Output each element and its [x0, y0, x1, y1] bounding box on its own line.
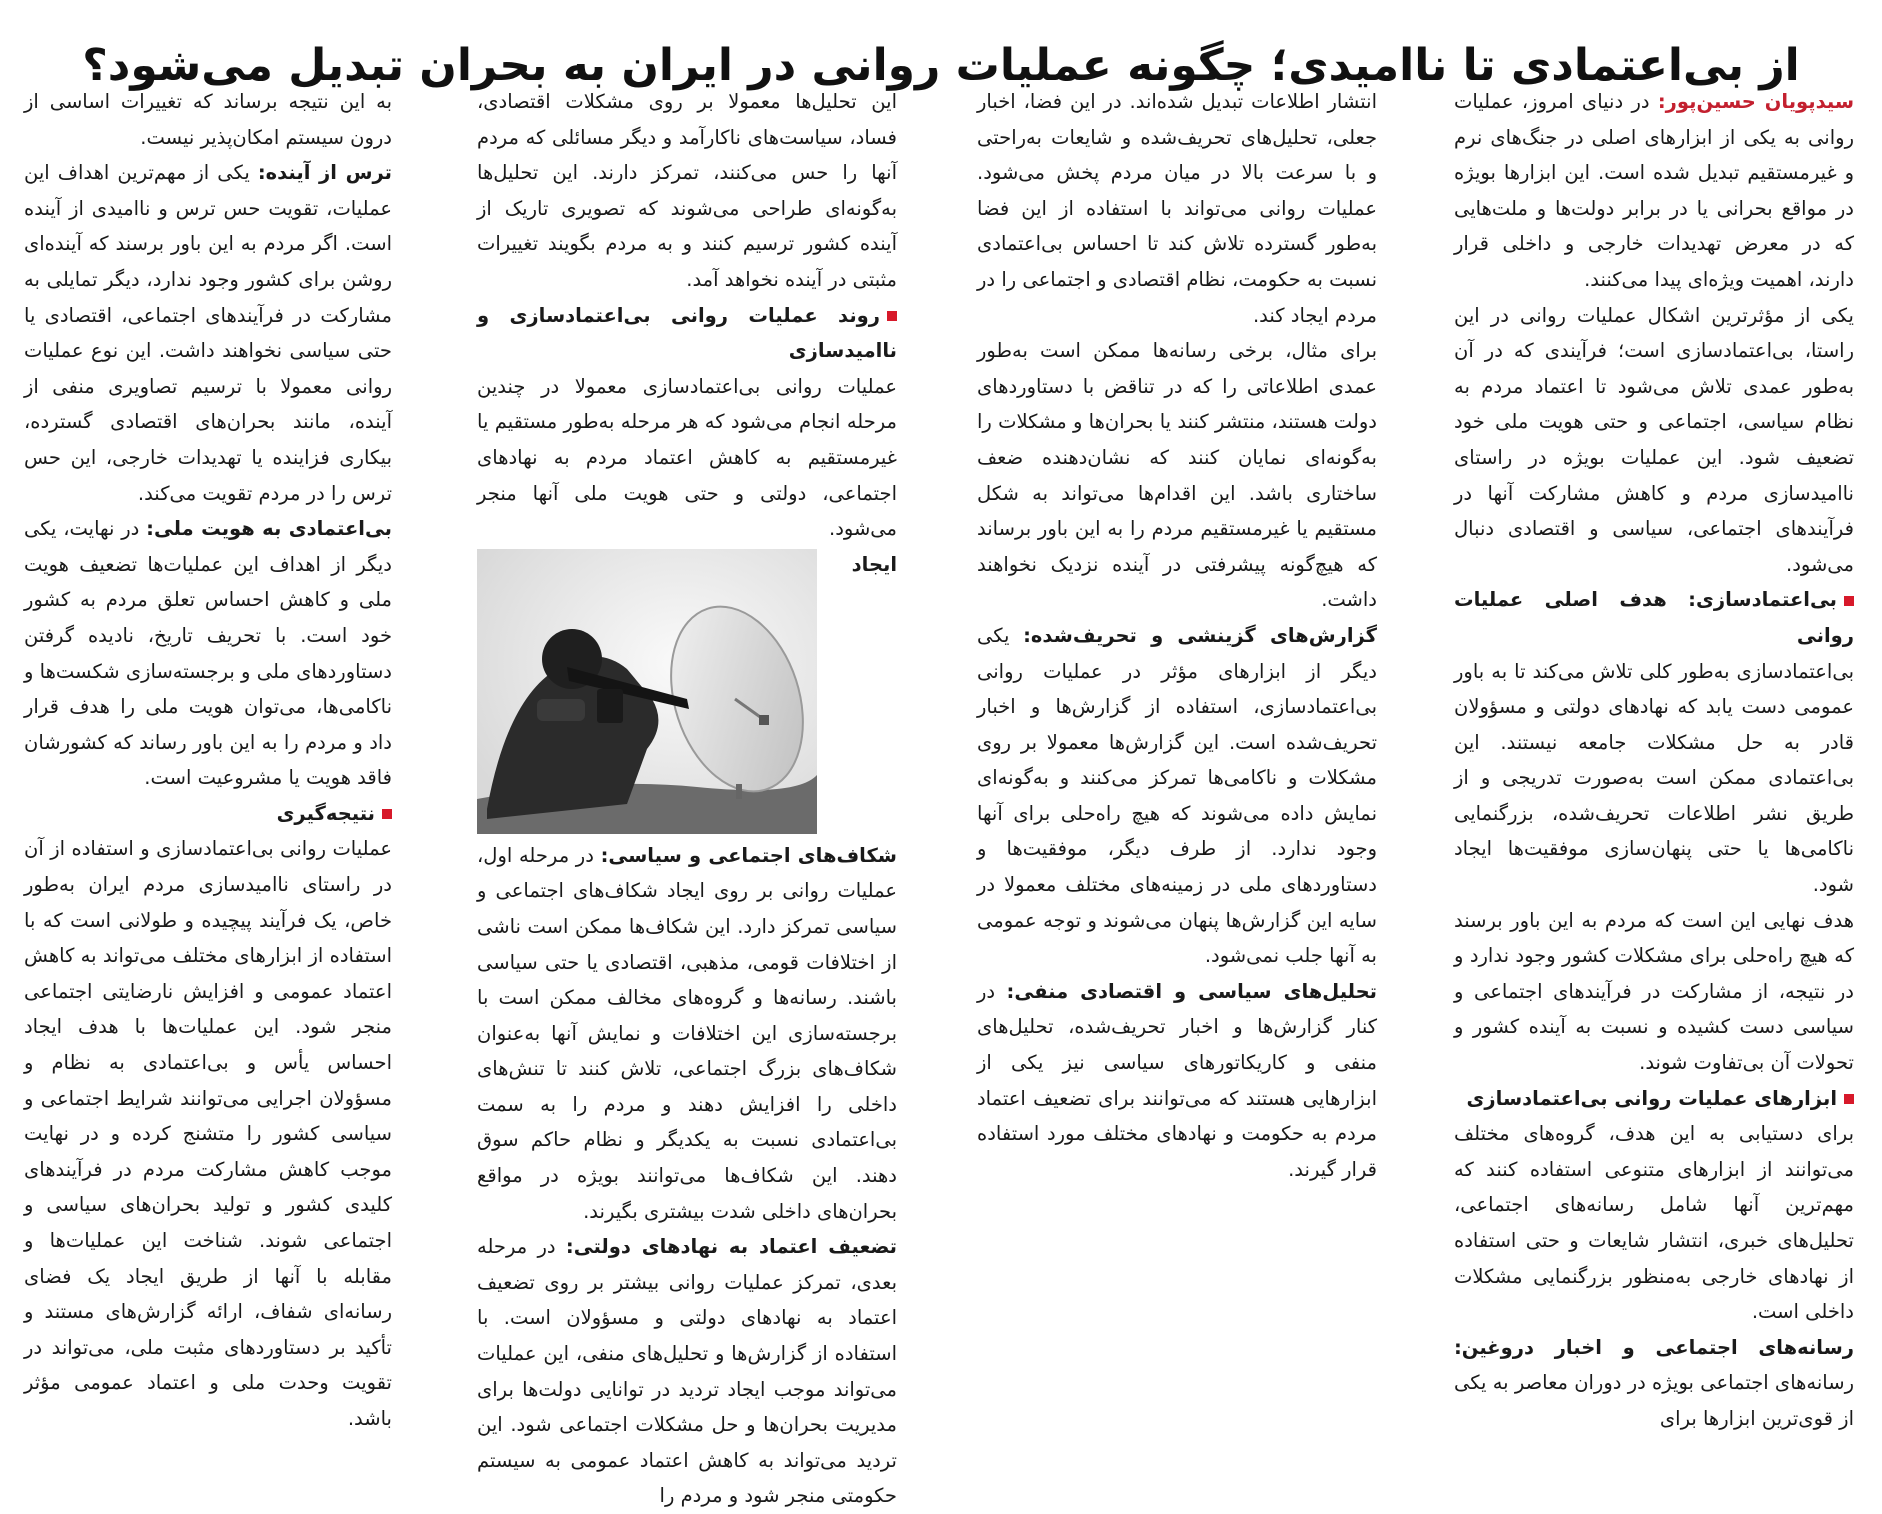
paragraph: برای مثال، برخی رسانه‌ها ممکن است به‌طور عمدی اطلاعاتی را که در تناقض با دستاوردهای دولت هستند، منتشر کنند یا بحران‌ها و مشکلات را به‌گونه‌ای نمایان کنند که نشان‌دهنده ضعف ساختاری باشد. این اقدام‌ها می‌تواند به شکل مستقیم یا غیرمستقیم مردم را به این باور برساند که هیچ‌گونه پیشرفتی در آینده نزدیک نخواهند داشت.	[977, 339, 1377, 612]
article-column-2	[977, 84, 1377, 1181]
paragraph: گزارش‌های گزینشی و تحریف‌شده: یکی دیگر از ابزارهای مؤثر در عملیات روانی بی‌اعتمادسازی، استفاده از گزارش‌ها و اخبار تحریف‌شده است. این گزارش‌ها معمولا بر روی مشکلات و ناکامی‌ها تمرکز می‌کنند و به‌گونه‌ای نمایش داده می‌شوند که هیچ راه‌حلی برای آنها وجود ندارد. از طرف دیگر، موفقیت‌ها و دستاوردهای ملی در زمینه‌های مختلف معمولا در سایه این گزارش‌ها پنهان می‌شوند و توجه عمومی به آنها جلب نمی‌شود.	[977, 623, 1377, 968]
article-headline: از بی‌اعتمادی تا ناامیدی؛ چگونه عملیات روانی در ایران به بحران تبدیل می‌شود؟	[82, 40, 1800, 92]
paragraph: بی‌اعتمادسازی به‌طور کلی تلاش می‌کند تا به باور عمومی دست یابد که نهادهای دولتی و مسؤولان قادر به حل مشکلات جامعه نیستند. این بی‌اعتمادی ممکن است به‌صورت تدریجی و از طریق نشر اطلاعات تحریف‌شده، بزرگنمایی ناکامی‌ها یا حتی پنهان‌سازی موفقیت‌ها ایجاد شود.	[1454, 659, 1854, 897]
soldier-satellite-dish-photo	[477, 549, 817, 834]
paragraph: ترس از آینده: یکی از مهم‌ترین اهداف این عملیات، تقویت حس ترس و ناامیدی از آینده است. اگر مردم به این باور برسند که آینده‌ای روشن برای کشور وجود ندارد، دیگر تمایلی به مشارکت در فرآیندهای اجتماعی، اقتصادی یا حتی سیاسی نخواهند داشت. این نوع عملیات روانی معمولا با ترسیم تصاویری منفی از آینده، مانند بحران‌های اقتصادی گسترده، بیکاری فزاینده یا تهدیدات خارجی، این حس ترس را در مردم تقویت می‌کند.	[24, 161, 393, 505]
paragraph: به این نتیجه برساند که تغییرات اساسی از درون سیستم امکان‌پذیر نیست.	[24, 90, 392, 149]
article-column-1	[1454, 84, 1854, 1430]
red-square-bullet-icon	[1844, 1094, 1854, 1104]
article-column-4	[24, 84, 393, 1430]
section-heading: نتیجه‌گیری	[24, 796, 392, 832]
paragraph: ایجاد شکاف‌های اجتماعی و سیاسی: در مرحله اول، عملیات روانی بر روی ایجاد شکاف‌های اجتماعی و سیاسی تمرکز دارد. این شکاف‌ها ممکن است ناشی از اختلافات قومی، مذهبی، اقتصادی یا حتی سیاسی باشند. رسانه‌ها و گروه‌های مخالف ممکن است با برجسته‌سازی این اختلافات و نمایش آنها به‌عنوان شکاف‌های بزرگ اجتماعی، تلاش کنند تا تنش‌های داخلی را افزایش دهند و مردم را به سمت بی‌اعتمادی نسبت به یکدیگر و نظام حاکم سوق دهند. این شکاف‌ها می‌توانند بویژه در مواقع بحران‌های داخلی شدت بیشتری بگیرند.	[477, 552, 897, 1223]
paragraph: این تحلیل‌ها معمولا بر روی مشکلات اقتصادی، فساد، سیاست‌های ناکارآمد و دیگر مسائلی که مردم آنها را حس می‌کنند، تمرکز دارند. این تحلیل‌ها به‌گونه‌ای طراحی می‌شوند که تصویری تاریک از آینده کشور ترسیم کنند و به مردم بگویند تغییرات مثبتی در آینده نخواهد آمد.	[477, 90, 897, 291]
red-square-bullet-icon	[382, 809, 392, 819]
paragraph: تضعیف اعتماد به نهادهای دولتی: در مرحله بعدی، تمرکز عملیات روانی بیشتر بر روی تضعیف اعتماد به نهادهای دولتی و مسؤولان است. با استفاده از گزارش‌ها و تحلیل‌های منفی، این عملیات می‌تواند موجب ایجاد تردید در توانایی دولت‌ها برای مدیریت بحران‌ها و حل مشکلات اجتماعی شود. این تردید می‌تواند به کاهش اعتماد عمومی به سیستم حکومتی منجر شود و مردم را	[477, 1235, 897, 1508]
paragraph: سیدپویان حسین‌پور: در دنیای امروز، عملیات روانی به یکی از ابزارهای اصلی در جنگ‌های نرم و غیرمستقیم تبدیل شده است. این ابزارها بویژه در مواقع بحرانی یا در برابر دولت‌ها و ملت‌هایی که در معرض تهدیدات خارجی و داخلی قرار دارند، اهمیت ویژه‌ای پیدا می‌کنند.	[1454, 90, 1854, 291]
section-heading: ابزارهای عملیات روانی بی‌اعتمادسازی	[1454, 1081, 1854, 1117]
red-square-bullet-icon	[887, 311, 897, 321]
photo-illustration	[477, 549, 817, 834]
paragraph: رسانه‌های اجتماعی و اخبار دروغین: رسانه‌های اجتماعی بویژه در دوران معاصر به یکی از قوی‌ترین ابزارها برای	[1454, 1335, 1854, 1430]
section-heading: بی‌اعتمادسازی: هدف اصلی عملیات روانی	[1454, 588, 1854, 647]
paragraph: عملیات روانی بی‌اعتمادسازی و استفاده از آن در راستای ناامیدسازی مردم ایران به‌طور خاص، یک فرآیند پیچیده و طولانی است که با استفاده از ابزارهای مختلف می‌تواند به کاهش اعتماد عمومی و افزایش نارضایتی اجتماعی منجر شود. این عملیات‌ها با هدف ایجاد احساس یأس و بی‌اعتمادی به نظام و مسؤولان اجرایی می‌توانند شرایط اجتماعی و سیاسی کشور را متشنج کرده و در نهایت موجب کاهش مشارکت مردم در فرآیندهای کلیدی کشور و تولید بحران‌های سیاسی و اجتماعی شوند. شناخت این عملیات‌ها و مقابله با آنها از طریق ایجاد یک فضای رسانه‌ای شفاف، ارائه گزارش‌های مستند و تأکید بر دستاوردهای مثبت ملی، می‌تواند در تقویت وحدت ملی و اعتماد عمومی مؤثر باشد.	[24, 837, 392, 1430]
paragraph: انتشار اطلاعات تبدیل شده‌اند. در این فضا، اخبار جعلی، تحلیل‌های تحریف‌شده و شایعات به‌راحتی و با سرعت بالا در میان مردم پخش می‌شود. عملیات روانی می‌تواند با استفاده از این فضا به‌طور گسترده تلاش کند تا احساس بی‌اعتمادی نسبت به حکومت، نظام اقتصادی و اجتماعی را در مردم ایجاد کند.	[977, 90, 1377, 327]
red-square-bullet-icon	[1844, 596, 1854, 606]
paragraph: هدف نهایی این است که مردم به این باور برسند که هیچ راه‌حلی برای مشکلات کشور وجود ندارد و در نتیجه، از مشارکت در فرآیندهای اجتماعی و سیاسی دست کشیده و نسبت به آینده کشور و تحولات آن بی‌تفاوت شوند.	[1454, 908, 1854, 1075]
author-byline: سیدپویان حسین‌پور:	[1657, 90, 1854, 113]
paragraph: تحلیل‌های سیاسی و اقتصادی منفی: در کنار گزارش‌ها و اخبار تحریف‌شده، تحلیل‌های منفی و کاریکاتورهای سیاسی نیز یکی از ابزارهایی هستند که می‌توانند برای تضعیف اعتماد مردم به حکومت و نهادهای مختلف مورد استفاده قرار گیرند.	[977, 979, 1377, 1181]
paragraph: یکی از مؤثرترین اشکال عملیات روانی در این راستا، بی‌اعتمادسازی است؛ فرآیندی که در آن به‌طور عمدی تلاش می‌شود تا اعتماد مردم به نظام سیاسی، اجتماعی و حتی هویت ملی خود تضعیف شود. این عملیات بویژه در راستای ناامیدسازی مردم و کاهش مشارکت آنها در فرآیندهای اجتماعی، سیاسی و اقتصادی دنبال می‌شود.	[1454, 303, 1854, 576]
paragraph: عملیات روانی بی‌اعتمادسازی معمولا در چندین مرحله انجام می‌شود که هر مرحله به‌طور مستقیم یا غیرمستقیم به کاهش اعتماد مردم به نهادهای اجتماعی، دولتی و حتی هویت ملی آنها منجر می‌شود.	[477, 374, 897, 541]
paragraph: برای دستیابی به این هدف، گروه‌های مختلف می‌توانند از ابزارهای متنوعی استفاده کنند که مهم‌ترین آنها شامل رسانه‌های اجتماعی، تحلیل‌های خبری، انتشار شایعات و حتی استفاده از نهادهای خارجی به‌منظور بزرگنمایی مشکلات داخلی است.	[1454, 1122, 1854, 1324]
section-heading: روند عملیات روانی بی‌اعتمادسازی و ناامیدسازی	[477, 303, 897, 363]
article-column-3	[477, 84, 897, 1508]
paragraph: بی‌اعتمادی به هویت ملی: در نهایت، یکی دیگر از اهداف این عملیات‌ها تضعیف هویت ملی و کاهش احساس تعلق مردم به کشور خود است. با تحریف تاریخ، نادیده گرفتن دستاوردهای ملی و برجسته‌سازی شکست‌ها و ناکامی‌ها، می‌توان هویت ملی را هدف قرار داد و مردم را به این باور رساند که کشورشان فاقد هویت یا مشروعیت است.	[24, 517, 393, 790]
